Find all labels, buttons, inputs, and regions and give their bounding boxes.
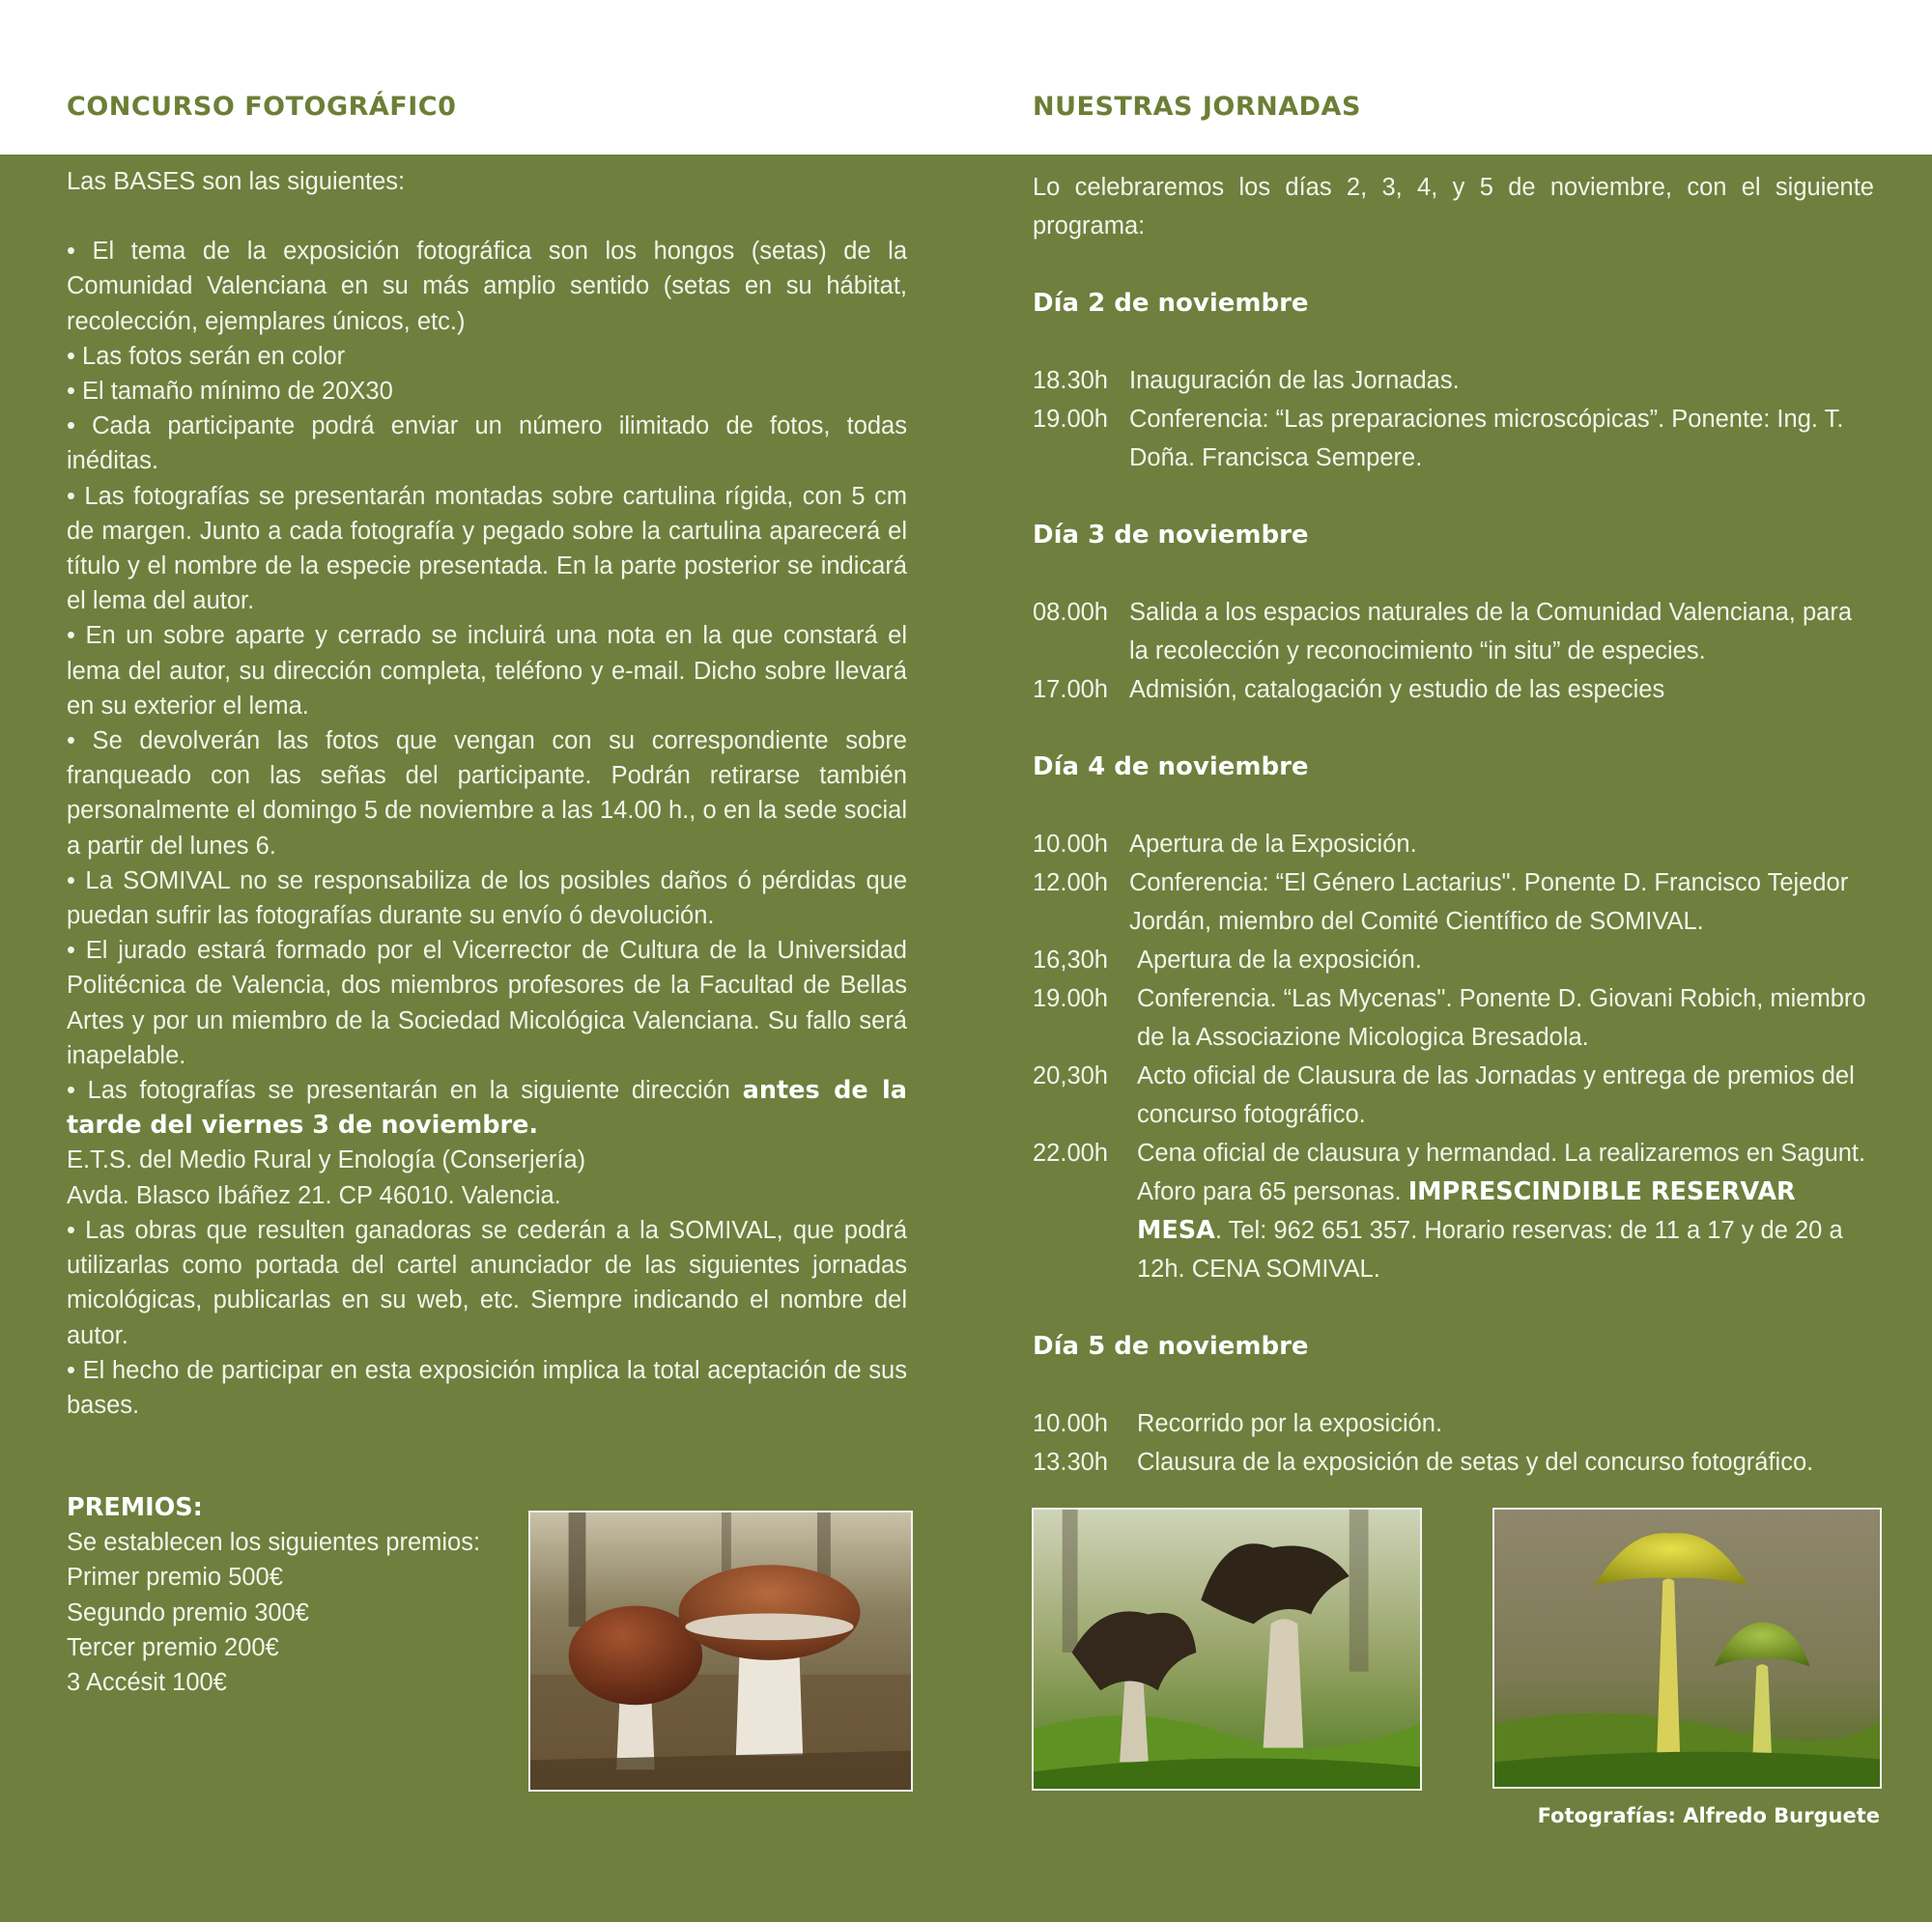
prize-item: 3 Accésit 100€ [67,1669,227,1697]
schedule-entry [1033,1057,1874,1134]
rule-item: • Las fotografías se presentarán montadas sobre cartulina rígida, con 5 cm de margen. Junto a cada fotografía y pegado sobre la cartulina aparecerá el título y el nombre de la especie presentada. En la parte posterior se indicará el lema del autor. [67,482,907,615]
schedule-entry [1033,1134,1874,1288]
entry-time: 10.00h [1033,1410,1108,1437]
rule-item: • El tema de la exposición fotográfica son los hongos (setas) de la Comunidad Valenciana en su más amplio sentido (setas en su hábitat, recolección, ejemplares únicos, etc.) [67,238,907,335]
entry-time: 20,30h [1033,1062,1108,1089]
entry-desc: Conferencia: “Las preparaciones microscópicas”. Ponente: Ing. T. Doña. Francisca Sempere. [1129,406,1844,471]
rule-item: • El hecho de participar en esta exposición implica la total aceptación de sus bases. [67,1356,907,1419]
entry-time: 12.00h [1033,869,1108,896]
prizes-intro: Se establecen los siguientes premios: [67,1529,481,1557]
schedule-entry [1033,979,1874,1057]
entry-time: 19.00h [1033,985,1108,1012]
entry-time: 16,30h [1033,947,1108,974]
dinner-contact: . Tel: 962 651 357. Horario reservas: de 11 a 17 y de 20 a 12h. CENA SOMIVAL. [1137,1217,1843,1283]
day-4-title: Día 4 de noviembre [1033,752,1309,781]
day-2-title: Día 2 de noviembre [1033,289,1309,318]
schedule-entry [1033,400,1874,477]
rule-item: • Cada participante podrá enviar un número ilimitado de fotos, todas inéditas. [67,412,907,475]
entry-desc [1137,1134,1874,1288]
entry-desc: Clausura de la exposición de setas y del concurso fotográfico. [1137,1449,1814,1476]
rule-item: • Las fotos serán en color [67,342,346,370]
schedule-entry [1033,670,1874,709]
schedule-entry [1033,941,1874,979]
schedule-entry [1033,863,1874,941]
prize-item: Segundo premio 300€ [67,1598,309,1626]
schedule-entry [1033,1443,1874,1482]
entry-desc: Admisión, catalogación y estudio de las especies [1129,676,1665,703]
entry-time: 18.30h [1033,367,1108,394]
rule-item: • En un sobre aparte y cerrado se incluirá una nota en la que constará el lema del autor, su dirección completa, teléfono y e-mail. Dicho sobre llevará en su exterior el lema. [67,622,907,720]
reservation-notice: IMPRESCINDIBLE RESERVAR MESA [1137,1177,1796,1245]
entry-desc: Recorrido por la exposición. [1137,1410,1443,1437]
dinner-text: Cena oficial de clausura y hermandad. La realizaremos en Sagunt. Aforo para 65 personas. [1137,1140,1866,1205]
entry-time: 10.00h [1033,831,1108,858]
prize-item: Tercer premio 200€ [67,1633,279,1661]
entry-desc: Apertura de la exposición. [1137,947,1422,974]
photo-credit: Fotografías: Alfredo Burguete [1537,1804,1880,1827]
schedule-intro: Lo celebraremos los días 2, 3, 4, y 5 de noviembre, con el siguiente programa: [1033,174,1874,240]
entry-desc: Acto oficial de Clausura de las Jornadas y entrega de premios del concurso fotográfico. [1137,1062,1855,1128]
mushroom-photo-waxcap [1492,1508,1882,1789]
schedule-entry [1033,1404,1874,1443]
rule-item: • El tamaño mínimo de 20X30 [67,378,393,406]
prize-item: Primer premio 500€ [67,1564,283,1592]
rule-item: • Se devolverán las fotos que vengan con su correspondiente sobre franqueado con las señas del participante. Podrán retirarse también personalmente el domingo 5 de noviembre a las 14.00 h., o en la sede social a partir del lunes 6. [67,727,907,860]
mushroom-photo-helvella [1032,1508,1422,1791]
header-band [0,0,1932,155]
deadline-text: antes de la tarde del viernes 3 de noviembre. [67,1076,908,1141]
day-5-title: Día 5 de noviembre [1033,1332,1309,1361]
rules-intro: Las BASES son las siguientes: [67,168,406,195]
rule-item: • Las obras que resulten ganadoras se cederán a la SOMIVAL, que podrá utilizarlas como portada del cartel anunciador de las siguientes jornadas micológicas, publicarlas en su web, etc. Siempre indicando el nombre del autor. [67,1216,907,1349]
address-line: Avda. Blasco Ibáñez 21. CP 46010. Valencia. [67,1181,561,1209]
entry-time: 22.00h [1033,1140,1108,1167]
rule-item: • La SOMIVAL no se responsabiliza de los posibles daños ó pérdidas que puedan sufrir las fotografías durante su envío ó devolución. [67,866,907,930]
contest-rules [67,164,907,1423]
entry-desc: Apertura de la Exposición. [1129,831,1417,858]
right-heading: NUESTRAS JORNADAS [1033,92,1361,122]
rule-item: • El jurado estará formado por el Vicerrector de Cultura de la Universidad Politécnica de Valencia, dos miembros profesores de la Facultad de Bellas Artes y por un miembro de la Sociedad Micológica Valenciana. Su fallo será inapelable. [67,937,907,1069]
schedule-entry [1033,361,1874,400]
address-line: E.T.S. del Medio Rural y Enología (Conserjería) [67,1146,586,1174]
entry-time: 17.00h [1033,676,1108,703]
rule-text: • Las fotografías se presentarán en la siguiente dirección [67,1077,743,1105]
prizes-section [67,1490,521,1700]
rule-item [67,1073,907,1143]
entry-time: 13.30h [1033,1449,1108,1476]
entry-desc: Inauguración de las Jornadas. [1129,367,1460,394]
prizes-title: PREMIOS: [67,1493,203,1522]
schedule-entry [1033,825,1874,863]
day-3-title: Día 3 de noviembre [1033,521,1309,550]
entry-desc: Salida a los espacios naturales de la Comunidad Valenciana, para la recolección y reconocimiento “in situ” de especies. [1129,599,1853,664]
left-heading: CONCURSO FOTOGRÁFIC0 [67,92,457,122]
entry-time: 19.00h [1033,406,1108,433]
entry-desc: Conferencia. “Las Mycenas". Ponente D. Giovani Robich, miembro de la Associazione Micologica Bresadola. [1137,985,1866,1051]
schedule-entry [1033,593,1874,670]
entry-desc: Conferencia: “El Género Lactarius". Ponente D. Francisco Tejedor Jordán, miembro del Comité Científico de SOMIVAL. [1129,869,1849,935]
entry-time: 08.00h [1033,599,1108,626]
mushroom-photo-boletes [528,1511,913,1792]
schedule [1033,168,1874,1482]
